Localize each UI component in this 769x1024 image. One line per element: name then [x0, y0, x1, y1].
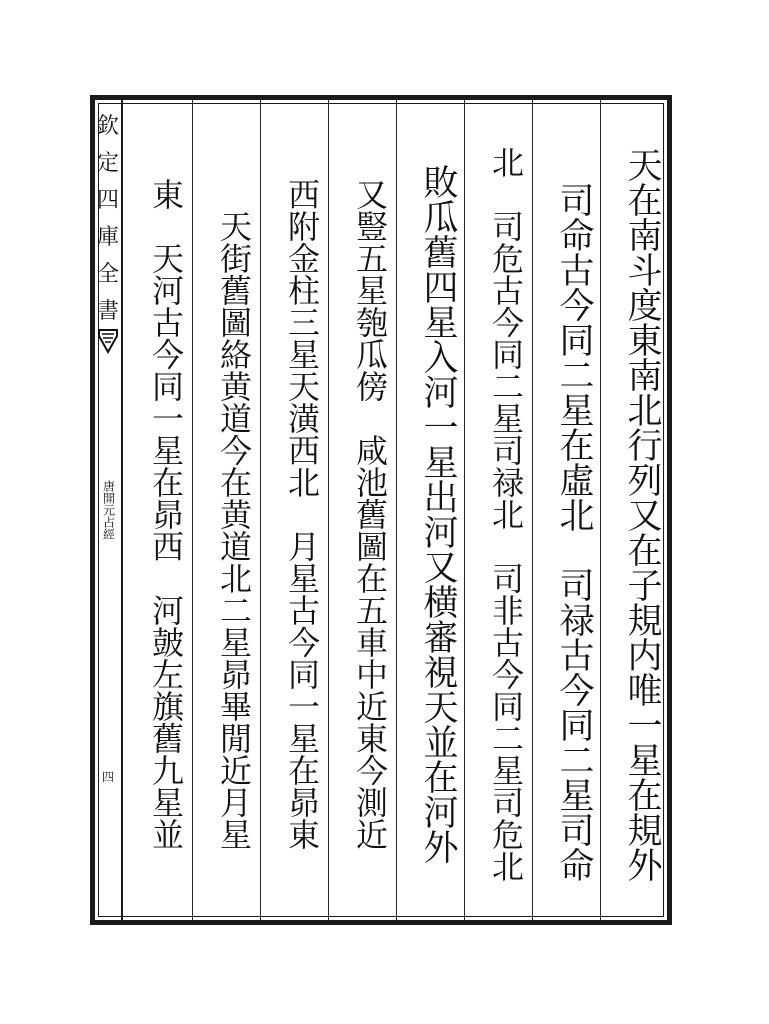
text-column-3: 北 司危古今同二星司禄北 司非古今同二星司危北 [487, 146, 525, 882]
page-number: 四 [101, 770, 114, 784]
book-side-title: 唐開元占經 [101, 480, 116, 540]
book-collection-title: 欽定四庫全書 [96, 114, 119, 324]
text-column-5: 又豎五星匏瓜傍 咸池舊圖在五車中近東今測近 [351, 178, 389, 850]
text-column-7: 天街舊圖絡黄道今在黄道北二星昴畢閒近月星 [215, 178, 253, 850]
text-column-4: 敗瓜舊四星入河一星出河又横審視天並在河外 [418, 164, 458, 864]
text-column-2: 司命古今同二星在虛北 司禄古今同二星司命 [554, 146, 594, 882]
text-column-8: 東 天河古今同一星在昴西 河皷左旗舊九星並 [147, 178, 185, 850]
margin-divider [121, 100, 123, 920]
text-body [124, 100, 668, 920]
text-column-6: 西附金柱三星天潢西北 月星古今同一星在昴東 [283, 178, 321, 850]
text-column-1: 天在南斗度東南北行列又在子規内唯一星在規外 [622, 146, 662, 882]
fish-tail-ornament-icon [97, 328, 119, 354]
